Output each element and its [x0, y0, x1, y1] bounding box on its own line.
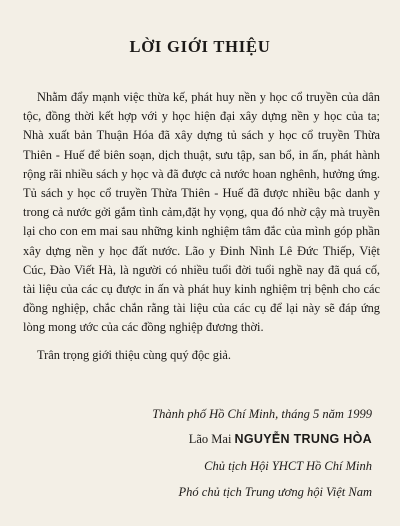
- author-name: NGUYỄN TRUNG HÒA: [234, 432, 372, 446]
- author-prefix: Lão Mai: [188, 432, 232, 446]
- body-text: [23, 88, 380, 365]
- signature-author: [189, 432, 372, 447]
- signature-role-1: Chủ tịch Hội YHCT Hồ Chí Minh: [204, 459, 372, 473]
- paragraph-main: Nhằm đẩy mạnh việc thừa kế, phát huy nền y học cổ truyền của dân tộc, đồng thời kết hợp với y học hiện đại xây dựng nền y học của ta; Nhà xuất bản Thuận Hóa đã xây dựng tủ sách y học cổ truyền Thừa Thiên - Huế để biên soạn, dịch thuật, sưu tập, san bổ, in ấn, phát hành rộng rãi nhiều sách y học và đã được cả nước hoan nghênh, hưởng ứng. Tủ sách y học cổ truyền Thừa Thiên - Huế đã được nhiều bậc danh y trong cả nước gởi gắm tình cảm,đặt hy vọng, qua đó nhờ cậy mà truyền lại cho con em mai sau những kinh nghiệm tâm đắc của mình góp phần xây dựng nền y học đất nước. Lão y Đinh Nình Lê Đức Thiếp, Việt Cúc, Đào Viết Hà, là người có nhiều tuổi đời tuổi nghề nay đã quá cố, tài liệu của các cụ được in ấn và phát huy kinh nghiệm trị bệnh cho các đồng nghiệp, chắc chắn rằng tài liệu của các cụ để lại này sẽ đáp ứng lòng mong ước của các đồng nghiệp đương thời.: [23, 90, 380, 335]
- page-title: LỜI GIỚI THIỆU: [129, 37, 271, 56]
- signature-role-2: Phó chủ tịch Trung ương hội Việt Nam: [178, 485, 372, 499]
- paragraph-closing: Trân trọng giới thiệu cùng quý độc giả.: [37, 347, 231, 362]
- signature-place-date: Thành phố Hồ Chí Minh, tháng 5 năm 1999: [152, 407, 372, 421]
